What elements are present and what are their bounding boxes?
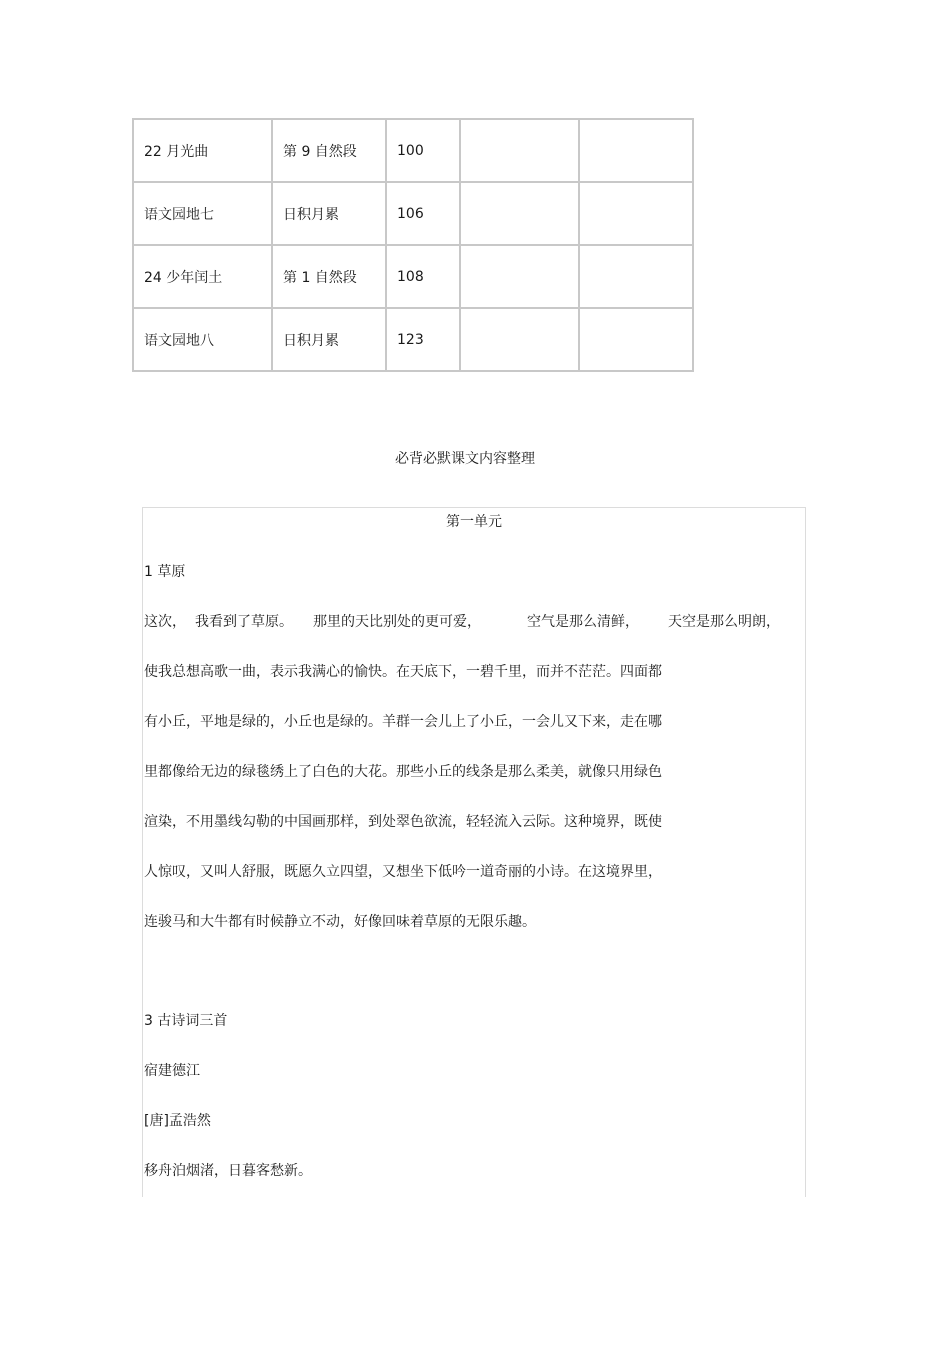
poem-title: 宿建德江 xyxy=(144,1063,200,1079)
paragraph-line xyxy=(144,612,780,632)
table-cell: 106 xyxy=(386,182,460,245)
text-segment: 我看到了草原。 xyxy=(195,614,293,630)
table-cell: 100 xyxy=(386,119,460,182)
table-cell xyxy=(460,119,579,182)
lesson-heading: 1 草原 xyxy=(144,564,186,580)
table-cell: 22 月光曲 xyxy=(133,119,272,182)
text-segment: 这次， xyxy=(144,614,186,630)
table-row xyxy=(133,182,693,245)
table-row xyxy=(133,308,693,371)
table-cell xyxy=(579,245,693,308)
text-segment: 天空是那么明朗， xyxy=(668,614,780,630)
table-cell xyxy=(579,182,693,245)
poem-author: [唐]孟浩然 xyxy=(144,1113,211,1129)
paragraph-line: 渲染，不用墨线勾勒的中国画那样，到处翠色欲流，轻轻流入云际。这种境界，既使 xyxy=(144,814,662,830)
poem-line: 移舟泊烟渚，日暮客愁新。 xyxy=(144,1163,312,1179)
table-cell: 108 xyxy=(386,245,460,308)
document-title: 必背必默课文内容整理 xyxy=(395,451,535,467)
table-cell: 语文园地七 xyxy=(133,182,272,245)
paragraph-line: 连骏马和大牛都有时候静立不动，好像回味着草原的无限乐趣。 xyxy=(144,914,536,930)
lesson-heading: 3 古诗词三首 xyxy=(144,1013,228,1029)
table-cell xyxy=(460,182,579,245)
table-cell xyxy=(579,308,693,371)
table-cell: 第 1 自然段 xyxy=(272,245,386,308)
paragraph-line: 人惊叹，又叫人舒服，既愿久立四望，又想坐下低吟一道奇丽的小诗。在这境界里， xyxy=(144,864,662,880)
text-segment: 那里的天比别处的更可爱， xyxy=(313,614,481,630)
lesson-table xyxy=(132,118,694,372)
paragraph-line: 里都像给无边的绿毯绣上了白色的大花。那些小丘的线条是那么柔美，就像只用绿色 xyxy=(144,764,662,780)
table-cell: 123 xyxy=(386,308,460,371)
table-cell: 24 少年闰土 xyxy=(133,245,272,308)
table-row xyxy=(133,119,693,182)
table-cell: 语文园地八 xyxy=(133,308,272,371)
table-row xyxy=(133,245,693,308)
paragraph-line: 有小丘，平地是绿的，小丘也是绿的。羊群一会儿上了小丘，一会儿又下来，走在哪 xyxy=(144,714,662,730)
table-cell: 日积月累 xyxy=(272,182,386,245)
table-cell xyxy=(460,245,579,308)
table-cell: 日积月累 xyxy=(272,308,386,371)
text-segment: 空气是那么清鲜， xyxy=(527,614,639,630)
paragraph-line: 使我总想高歌一曲，表示我满心的愉快。在天底下，一碧千里，而并不茫茫。四面都 xyxy=(144,664,662,680)
unit-title: 第一单元 xyxy=(446,514,502,530)
table-cell xyxy=(460,308,579,371)
recitation-content xyxy=(142,507,806,1197)
table-cell: 第 9 自然段 xyxy=(272,119,386,182)
table-cell xyxy=(579,119,693,182)
